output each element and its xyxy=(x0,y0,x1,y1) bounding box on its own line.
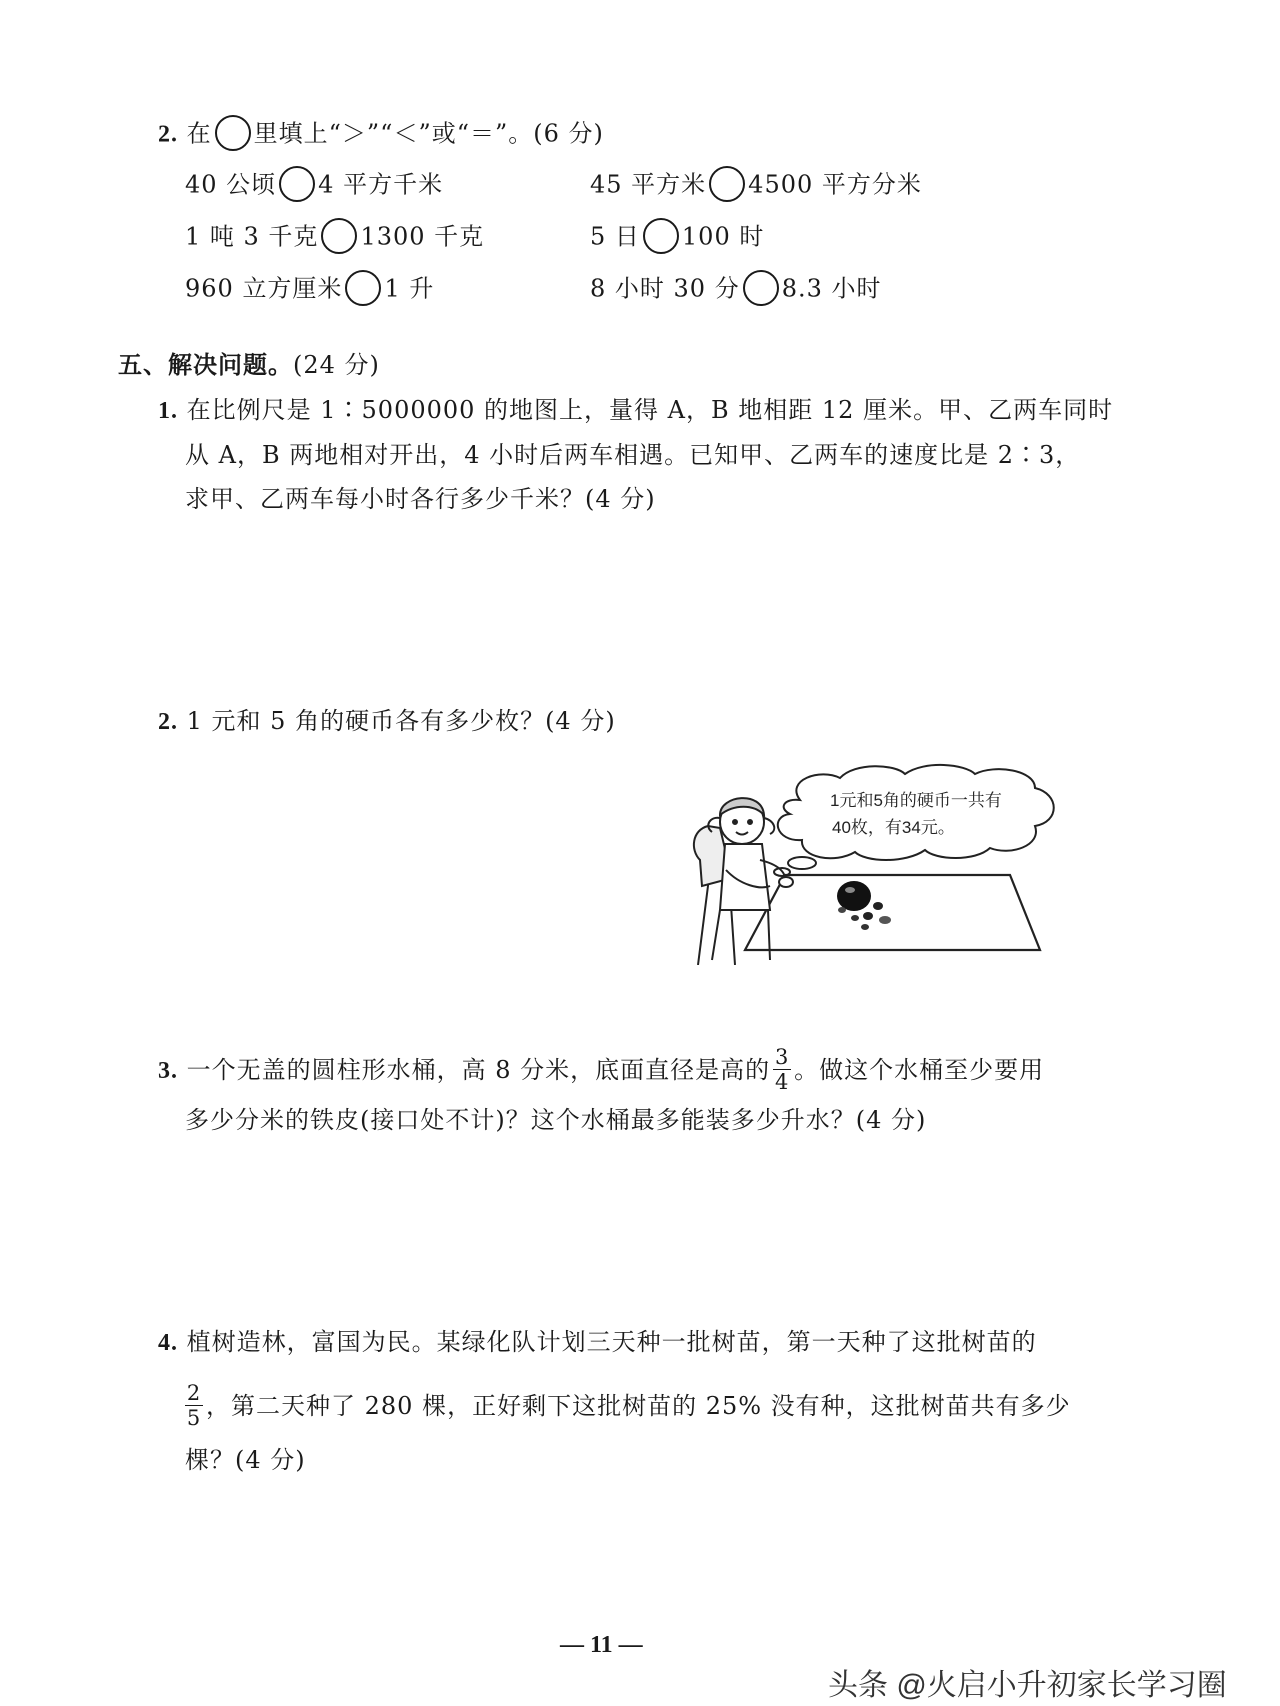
coin xyxy=(863,912,873,920)
q2-row-2-left-a: 1 吨 3 千克 xyxy=(185,222,319,251)
answer-circle-4[interactable] xyxy=(643,218,679,254)
fraction-numerator: 2 xyxy=(186,1381,202,1405)
section-heading xyxy=(118,350,380,380)
watermark: 头条 @火启小升初家长学习圈 xyxy=(828,1669,1227,1702)
problem-4-text-2: ，第二天种了 280 棵，正好剩下这批树苗的 25% 没有种，这批树苗共有多少 xyxy=(206,1392,1071,1420)
problem-3-number: 3. xyxy=(158,1058,178,1084)
answer-circle-6[interactable] xyxy=(743,270,779,306)
bubble-line-2: 40枚，有34元。 xyxy=(832,818,955,837)
q2-row-3-right-b: 8.3 小时 xyxy=(781,274,882,303)
problem-4-line-3: 棵？(4 分) xyxy=(185,1446,306,1474)
problem-4-text-1: 植树造林，富国为民。某绿化队计划三天种一批树苗，第一天种了这批树苗的 xyxy=(186,1328,1037,1356)
q2-row-1-right-b: 4500 平方分米 xyxy=(748,170,922,199)
problem-4-number: 4. xyxy=(158,1330,178,1356)
problem-2-number: 2. xyxy=(158,709,178,735)
section-score: (24 分) xyxy=(293,351,380,379)
q2-row-1-left-b: 4 平方千米 xyxy=(318,170,444,199)
q2-row-3-right-a: 8 小时 30 分 xyxy=(590,274,740,303)
section-title: 五、解决问题。 xyxy=(118,350,293,379)
answer-circle-sample xyxy=(215,115,251,151)
coin-purse xyxy=(837,881,871,911)
problem-2-text-1: 1 元和 5 角的硬币各有多少枚？(4 分) xyxy=(186,707,616,735)
fraction-denominator: 4 xyxy=(774,1070,790,1094)
q2-row-2-right xyxy=(590,220,764,256)
q2-row-1-left xyxy=(185,168,443,204)
problem-1-text-1: 在比例尺是 1∶5000000 的地图上，量得 A，B 地相距 12 厘米。甲、乙两车同时 xyxy=(186,396,1114,424)
q2-row-1-right-a: 45 平方米 xyxy=(590,170,707,199)
q2-row-3-left-a: 960 立方厘米 xyxy=(185,274,343,303)
q2-row-2-left xyxy=(185,220,484,256)
q2-prompt-b: 里填上“＞”“＜”或“＝”。(6 分) xyxy=(253,119,604,148)
q2-row-2-right-b: 100 时 xyxy=(681,222,765,251)
q2-prompt xyxy=(158,117,604,153)
problem-3-line-2: 多少分米的铁皮(接口处不计)？这个水桶最多能装多少升水？(4 分) xyxy=(185,1106,927,1134)
thought-dot-large xyxy=(788,857,816,869)
coin xyxy=(851,915,859,921)
problem-4-line-2 xyxy=(182,1381,1071,1431)
q2-row-2-left-b: 1300 千克 xyxy=(360,222,485,251)
answer-circle-2[interactable] xyxy=(709,166,745,202)
problem-2-line-1 xyxy=(158,706,616,737)
q2-row-1-right xyxy=(590,168,922,204)
problem-4-line-1 xyxy=(158,1327,1037,1358)
problem-1-number: 1. xyxy=(158,398,178,424)
coin xyxy=(873,902,883,910)
answer-circle-3[interactable] xyxy=(321,218,357,254)
q2-prompt-a: 在 xyxy=(186,119,212,148)
coin xyxy=(861,924,869,930)
q2-row-3-left-b: 1 升 xyxy=(384,274,435,303)
problem-1-line-1 xyxy=(158,395,1113,426)
problem-3-text-1b: 。做这个水桶至少要用 xyxy=(794,1056,1045,1084)
fraction-denominator: 5 xyxy=(186,1406,202,1430)
q2-row-3-right xyxy=(590,272,882,308)
answer-circle-5[interactable] xyxy=(345,270,381,306)
bubble-line-1: 1元和5角的硬币一共有 xyxy=(830,791,1002,810)
problem-1-line-3: 求甲、乙两车每小时各行多少千米？(4 分) xyxy=(185,485,656,513)
fraction-two-fifths xyxy=(185,1382,203,1429)
coin xyxy=(838,907,846,913)
q2-number: 2. xyxy=(158,121,178,148)
q2-row-3-left xyxy=(185,272,434,308)
fraction-three-quarters xyxy=(773,1046,791,1093)
problem-1-line-2: 从 A，B 两地相对开出，4 小时后两车相遇。已知甲、乙两车的速度比是 2∶3， xyxy=(185,441,1081,469)
q2-row-2-right-a: 5 日 xyxy=(590,222,640,251)
fraction-numerator: 3 xyxy=(774,1045,790,1069)
problem-3-text-1a: 一个无盖的圆柱形水桶，高 8 分米，底面直径是高的 xyxy=(186,1056,771,1084)
page-number: — 11 — xyxy=(560,1632,643,1658)
answer-circle-1[interactable] xyxy=(279,166,315,202)
coin xyxy=(879,916,891,924)
q2-row-1-left-a: 40 公顷 xyxy=(185,170,277,199)
problem-3-line-1 xyxy=(158,1045,1045,1095)
